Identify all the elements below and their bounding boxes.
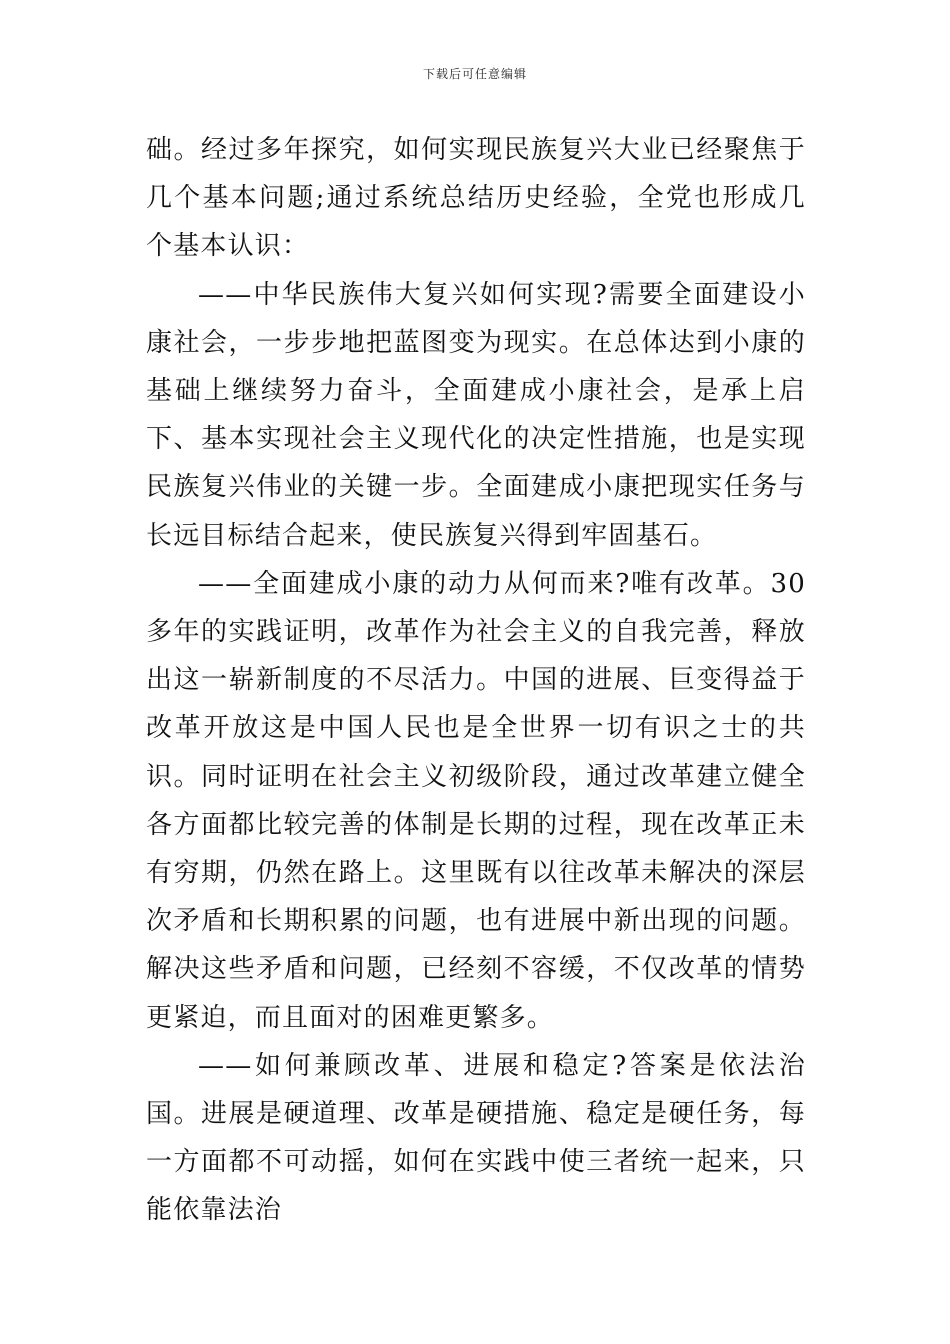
document-body bbox=[146, 126, 806, 1235]
paragraph-2: ——中华民族伟大复兴如何实现?需要全面建设小康社会，一步步地把蓝图变为现实。在总体达到小康的基础上继续努力奋斗，全面建成小康社会，是承上启下、基本实现社会主义现代化的决定性措施，也是实现民族复兴伟业的关键一步。全面建成小康把现实任务与长远目标结合起来，使民族复兴得到牢固基石。 bbox=[146, 279, 806, 551]
paragraph-1: 础。经过多年探究，如何实现民族复兴大业已经聚焦于几个基本问题;通过系统总结历史经验，全党也形成几个基本认识： bbox=[146, 135, 806, 262]
paragraph-4: ——如何兼顾改革、进展和稳定?答案是依法治国。进展是硬道理、改革是硬措施、稳定是硬任务，每一方面都不可动摇，如何在实践中使三者统一起来，只能依靠法治 bbox=[146, 1050, 806, 1226]
page-header: 下载后可任意编辑 bbox=[422, 67, 527, 81]
paragraph-3: ——全面建成小康的动力从何而来?唯有改革。30多年的实践证明，改革作为社会主义的自我完善，释放出这一崭新制度的不尽活力。中国的进展、巨变得益于改革开放这是中国人民也是全世界一切有识之士的共识。同时证明在社会主义初级阶段，通过改革建立健全各方面都比较完善的体制是长期的过程，现在改革正未有穷期，仍然在路上。这里既有以往改革未解决的深层次矛盾和长期积累的问题，也有进展中新出现的问题。解决这些矛盾和问题，已经刻不容缓，不仅改革的情势更紧迫，而且面对的困难更繁多。 bbox=[146, 568, 806, 1033]
